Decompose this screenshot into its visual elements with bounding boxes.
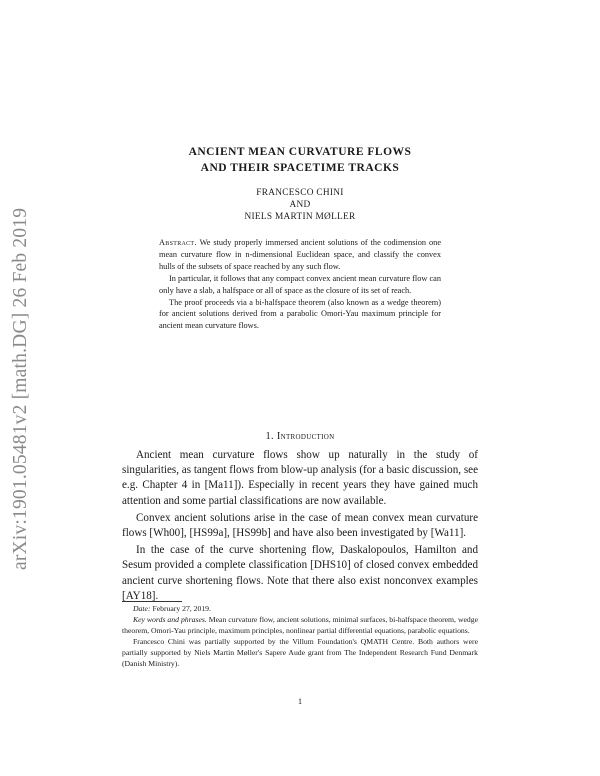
title-line-1: ANCIENT MEAN CURVATURE FLOWS <box>188 146 412 158</box>
abstract <box>159 237 441 332</box>
footnote-funding: Francesco Chini was partially supported by the Villum Foundation's QMATH Centre. Both authors were partially supported by Niels Martin Møller's Sapere Aude grant from The Independent Research Fund Denmark (Danish Ministry). <box>122 636 478 668</box>
abstract-paragraph-1 <box>159 237 441 273</box>
abstract-text-1: We study properly immersed ancient solutions of the codimension one mean curvature flow in n-dimensional Euclidean space, and classify the convex hulls of the subsets of space reached by any such flow. <box>159 238 441 271</box>
page-number: 1 <box>297 696 303 706</box>
section-number: 1. <box>265 431 274 442</box>
footnote-date <box>122 604 478 615</box>
body-paragraph-3: In the case of the curve shortening flow, Daskalopoulos, Hamilton and Sesum provided a complete classification [DHS10] of closed convex embedded ancient curve shortening flows. Note that there also exist nonconvex examples [AY18]. <box>122 544 478 602</box>
author-conjunction: AND <box>289 200 311 210</box>
footnote-keywords-value: Mean curvature flow, ancient solutions, minimal surfaces, bi-halfspace theorem, wedge theorem, Omori-Yau principle, maximum principles, nonlinear partial differential equations, parabolic equations. <box>122 614 479 635</box>
abstract-label: Abstract. <box>159 238 197 247</box>
footnote-date-label: Date: <box>133 604 151 613</box>
abstract-paragraph-3: The proof proceeds via a bi-halfspace theorem (also known as a wedge theorem) for ancient solutions derived from a parabolic Omori-Yau maximum principle for ancient mean curvature flows. <box>159 297 441 331</box>
abstract-paragraph-2: In particular, it follows that any compact convex ancient mean curvature flow can only have a slab, a halfspace or all of space as the closure of its set of reach. <box>159 273 441 295</box>
paper-title <box>0 144 600 176</box>
body-text <box>122 448 478 606</box>
footnote-keywords <box>122 615 478 637</box>
section-title: Introduction <box>276 431 335 442</box>
footnote-date-value: February 27, 2019. <box>152 604 211 613</box>
author-block <box>0 187 600 223</box>
footnote-divider <box>122 601 182 602</box>
body-paragraph-1: Ancient mean curvature flows show up naturally in the study of singularities, as tangent flows from blow-up analysis (for a basic discussion, see e.g. Chapter 4 in [Ma11]). Especially in recent years they have gained much attention and some partial classifications are now available. <box>122 449 478 507</box>
section-heading <box>0 431 600 442</box>
footnote-keywords-label: Key words and phrases. <box>133 614 207 624</box>
body-paragraph-2: Convex ancient solutions arise in the case of mean convex mean curvature flows [Wh00], [HS99a], [HS99b] and have also been investigated by [Wa11]. <box>122 511 478 540</box>
author-first: FRANCESCO CHINI <box>256 188 344 198</box>
arxiv-identifier-stamp: arXiv:1901.05481v2 [math.DG] 26 Feb 2019 <box>10 207 31 570</box>
title-line-2: AND THEIR SPACETIME TRACKS <box>200 162 400 174</box>
footnotes <box>122 604 478 669</box>
author-second: NIELS MARTIN MØLLER <box>244 212 356 222</box>
